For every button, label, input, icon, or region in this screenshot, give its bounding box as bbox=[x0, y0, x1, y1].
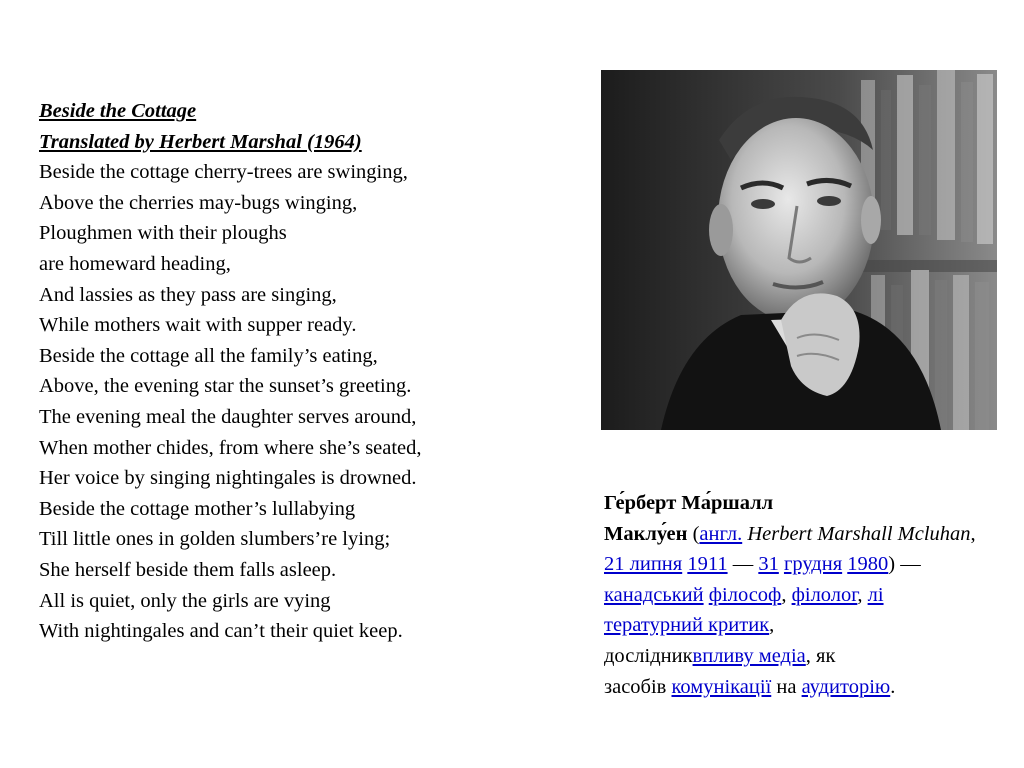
media-influence-link[interactable]: впливу медіа bbox=[692, 644, 806, 667]
bio-dash: — bbox=[727, 553, 759, 576]
birth-date-link[interactable]: 21 липня bbox=[604, 553, 683, 576]
bio-english-name: Herbert Marshall Mcluhan bbox=[742, 522, 971, 545]
bio-name-last: Маклу́ен bbox=[604, 522, 688, 545]
lang-english-link[interactable]: англ. bbox=[699, 522, 743, 545]
poem-line: Beside the cottage cherry-trees are swinging, bbox=[39, 161, 408, 184]
poem-title: Beside the Cottage bbox=[39, 100, 197, 122]
bio-comma-2: , bbox=[781, 583, 792, 606]
literary-critic-link-start[interactable]: лі bbox=[867, 583, 884, 606]
poem-line: When mother chides, from where she’s seated, bbox=[39, 436, 422, 459]
bio-comma-5: , як bbox=[805, 644, 836, 667]
poem-line: Beside the cottage mother’s lullabying bbox=[39, 497, 356, 520]
poem-line: With nightingales and can’t their quiet keep. bbox=[39, 620, 403, 643]
bio-block bbox=[604, 488, 984, 702]
portrait-photo-icon bbox=[601, 70, 997, 430]
death-year-link[interactable]: 1980 bbox=[847, 553, 889, 576]
poem-lines bbox=[39, 157, 559, 647]
poem-line: Ploughmen with their ploughs bbox=[39, 222, 287, 245]
communication-link[interactable]: комунікації bbox=[671, 675, 772, 698]
poem-line: are homeward heading, bbox=[39, 252, 231, 275]
bio-paren-open: ( bbox=[687, 522, 700, 545]
bio-period: . bbox=[890, 675, 896, 698]
portrait-photo bbox=[601, 70, 997, 430]
poem-line: While mothers wait with supper ready. bbox=[39, 314, 357, 337]
poem-line: And lassies as they pass are singing, bbox=[39, 283, 337, 306]
poem-block bbox=[39, 96, 559, 647]
death-month-link[interactable]: грудня bbox=[783, 553, 843, 576]
birth-year-link[interactable]: 1911 bbox=[687, 553, 728, 576]
poem-line: Her voice by singing nightingales is drowned. bbox=[39, 467, 417, 490]
poem-line: Above, the evening star the sunset’s greeting. bbox=[39, 375, 412, 398]
on-text: на bbox=[771, 675, 802, 698]
researcher-text: дослідник bbox=[604, 644, 693, 667]
nationality-link[interactable]: канадський bbox=[604, 583, 704, 606]
poem-line: Beside the cottage all the family’s eating, bbox=[39, 344, 378, 367]
bio-comma-1: , bbox=[970, 522, 976, 545]
poem-line: She herself beside them falls asleep. bbox=[39, 558, 337, 581]
philologist-link[interactable]: філолог bbox=[791, 583, 858, 606]
poem-line: The evening meal the daughter serves around, bbox=[39, 405, 417, 428]
audience-link[interactable]: аудиторію bbox=[801, 675, 891, 698]
philosopher-link[interactable]: філософ bbox=[708, 583, 782, 606]
literary-critic-link-end[interactable]: тературний критик bbox=[604, 614, 770, 637]
bio-paren-close: ) — bbox=[888, 553, 921, 576]
death-day-link[interactable]: 31 bbox=[758, 553, 779, 576]
poem-line: All is quiet, only the girls are vying bbox=[39, 589, 331, 612]
bio-name-first: Ге́рберт Ма́ршалл bbox=[604, 492, 774, 514]
bio-comma-3: , bbox=[857, 583, 868, 606]
bio-comma-4: , bbox=[769, 614, 775, 637]
means-text: засобів bbox=[604, 675, 672, 698]
poem-line: Above the cherries may-bugs winging, bbox=[39, 191, 358, 214]
poem-line: Till little ones in golden slumbers’re lying; bbox=[39, 528, 391, 551]
poem-translator: Translated by Herbert Marshal (1964) bbox=[39, 130, 362, 153]
